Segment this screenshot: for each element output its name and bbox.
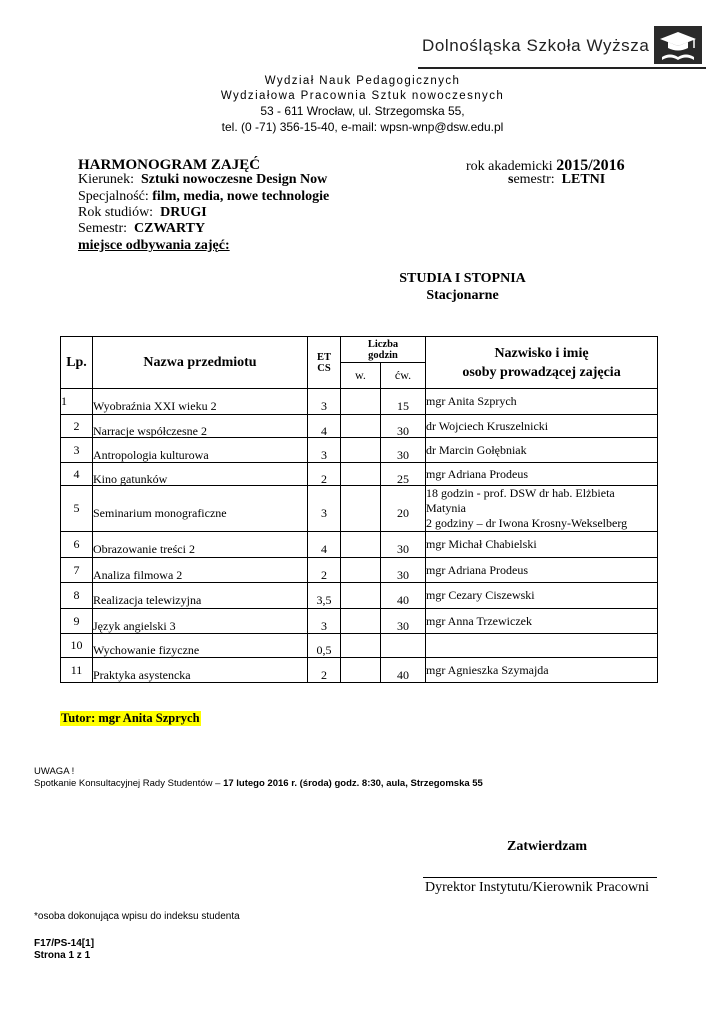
row-number-text: 3 bbox=[73, 442, 80, 457]
semester-type-label-rest: emestr: bbox=[513, 172, 555, 187]
row-number bbox=[61, 415, 93, 438]
exercise-hours bbox=[381, 415, 426, 438]
subject-name bbox=[93, 583, 308, 609]
row-number bbox=[61, 438, 93, 463]
teacher-name bbox=[426, 658, 658, 683]
subject-name bbox=[93, 389, 308, 415]
lecture-hours bbox=[341, 389, 381, 415]
table-row bbox=[61, 583, 658, 609]
row-number bbox=[61, 486, 93, 532]
subject-name-text: Narracje współczesne 2 bbox=[93, 423, 207, 438]
teacher-line: 18 godzin - prof. DSW dr hab. Elżbieta bbox=[426, 486, 615, 500]
subject-name-text: Wychowanie fizyczne bbox=[93, 643, 200, 657]
notice-text bbox=[34, 778, 483, 789]
lecture-hours bbox=[341, 486, 381, 532]
row-number-text: 2 bbox=[73, 418, 80, 433]
lecture-hours bbox=[341, 583, 381, 609]
teacher-name bbox=[426, 463, 658, 486]
subject-name bbox=[93, 658, 308, 683]
page-number: Strona 1 z 1 bbox=[34, 950, 91, 961]
subject-name bbox=[93, 415, 308, 438]
teacher-line: Matynia bbox=[426, 501, 466, 515]
subject-name bbox=[93, 558, 308, 583]
department-name: Wydziałowa Pracownia Sztuk nowoczesnych bbox=[220, 90, 505, 102]
exercise-hours-text: 25 bbox=[397, 471, 409, 486]
header-ects-line1: ET bbox=[316, 351, 331, 363]
exercise-hours bbox=[381, 463, 426, 486]
lecture-hours bbox=[341, 438, 381, 463]
exercise-hours-text: 30 bbox=[397, 447, 409, 462]
lecture-hours bbox=[341, 463, 381, 486]
ects-points bbox=[308, 463, 341, 486]
notice-label: UWAGA ! bbox=[34, 766, 75, 777]
logo-underline bbox=[418, 67, 706, 69]
subject-name bbox=[93, 463, 308, 486]
graduation-cap-logo-icon bbox=[654, 26, 702, 64]
exercise-hours bbox=[381, 583, 426, 609]
exercise-hours bbox=[381, 658, 426, 683]
institution-logo-text: Dolnośląska Szkoła Wyższa bbox=[422, 36, 650, 55]
ects-points-text: 3 bbox=[321, 447, 327, 462]
table-row bbox=[61, 486, 658, 532]
subject-name bbox=[93, 634, 308, 658]
subject-name-text: Antropologia kulturowa bbox=[93, 447, 209, 462]
teacher-line: mgr Adriana Prodeus bbox=[426, 466, 528, 481]
year-of-study-label: Rok studiów: bbox=[78, 205, 154, 220]
teacher-name bbox=[426, 634, 658, 658]
ects-points-text: 2 bbox=[321, 471, 327, 486]
teacher-line: mgr Cezary Ciszewski bbox=[426, 588, 535, 602]
exercise-hours bbox=[381, 532, 426, 558]
signature-line bbox=[423, 877, 657, 878]
header-teacher bbox=[426, 337, 658, 389]
semester-type-label-initial: s bbox=[508, 172, 514, 187]
class-location-label: miejsce odbywania zajęć: bbox=[78, 238, 230, 253]
teacher-line: mgr Agnieszka Szymajda bbox=[426, 662, 549, 677]
exercise-hours-text: 40 bbox=[397, 593, 409, 607]
ects-points-text: 4 bbox=[321, 542, 327, 556]
subject-name-text: Język angielski 3 bbox=[93, 618, 176, 633]
ects-points bbox=[308, 609, 341, 634]
exercise-hours-text: 30 bbox=[397, 423, 409, 438]
contact-line: tel. (0 -71) 356-15-40, e-mail: wpsn-wnp@dsw.edu.pl bbox=[221, 120, 504, 134]
notice-text-intro: Spotkanie Konsultacyjnej Rady Studentów – bbox=[34, 778, 224, 789]
schedule-table bbox=[60, 336, 658, 683]
academic-year-value: 2015/2016 bbox=[556, 157, 625, 174]
row-number-text: 5 bbox=[73, 501, 80, 515]
signer-title: Dyrektor Instytutu/Kierownik Pracowni bbox=[425, 880, 649, 895]
field-of-study bbox=[78, 172, 327, 188]
lecture-hours bbox=[341, 609, 381, 634]
table-row bbox=[61, 558, 658, 583]
teacher-line: mgr Adriana Prodeus bbox=[426, 562, 528, 577]
row-number bbox=[61, 658, 93, 683]
year-of-study-value: DRUGI bbox=[160, 205, 207, 220]
approval-label: Zatwierdzam bbox=[507, 839, 588, 854]
academic-year-label: rok akademicki bbox=[466, 159, 553, 174]
ects-points bbox=[308, 389, 341, 415]
subject-name bbox=[93, 609, 308, 634]
header-subject-name: Nazwa przedmiotu bbox=[93, 337, 308, 389]
table-row bbox=[61, 463, 658, 486]
semester bbox=[78, 221, 205, 237]
document-title: HARMONOGRAM ZAJĘĆ bbox=[78, 157, 261, 173]
teacher-name bbox=[426, 389, 658, 415]
faculty-name: Wydział Nauk Pedagogicznych bbox=[264, 75, 461, 87]
row-number bbox=[61, 463, 93, 486]
row-number bbox=[61, 634, 93, 658]
row-number-text: 8 bbox=[73, 588, 80, 602]
ects-points-text: 0,5 bbox=[316, 643, 332, 657]
header-ects-line2: CS bbox=[317, 362, 331, 374]
row-number bbox=[61, 558, 93, 583]
ects-points bbox=[308, 634, 341, 658]
teacher-name bbox=[426, 609, 658, 634]
ects-points bbox=[308, 532, 341, 558]
header-ects bbox=[308, 337, 341, 389]
lecture-hours bbox=[341, 658, 381, 683]
subject-name-text: Kino gatunków bbox=[93, 471, 168, 486]
teacher-line: mgr Anna Trzewiczek bbox=[426, 613, 532, 628]
ects-points-text: 3,5 bbox=[316, 593, 332, 607]
teacher-name bbox=[426, 558, 658, 583]
subject-name-text: Wyobraźnia XXI wieku 2 bbox=[93, 399, 217, 413]
ects-points bbox=[308, 658, 341, 683]
exercise-hours bbox=[381, 389, 426, 415]
header-hours bbox=[341, 337, 426, 363]
row-number bbox=[61, 609, 93, 634]
ects-points-text: 2 bbox=[321, 667, 327, 682]
exercise-hours-text: 30 bbox=[397, 618, 409, 633]
subject-name bbox=[93, 486, 308, 532]
table-row bbox=[61, 415, 658, 438]
subject-name bbox=[93, 532, 308, 558]
table-row bbox=[61, 634, 658, 658]
lecture-hours bbox=[341, 532, 381, 558]
specialization bbox=[78, 189, 329, 205]
ects-points bbox=[308, 583, 341, 609]
exercise-hours bbox=[381, 609, 426, 634]
specialization-label: Specjalność: bbox=[78, 189, 149, 204]
header-hours-line2: godzin bbox=[368, 349, 398, 361]
header-teacher-line2: osoby prowadzącej zajęcia bbox=[462, 364, 621, 380]
teacher-name bbox=[426, 583, 658, 609]
ects-points-text: 2 bbox=[321, 567, 327, 582]
exercise-hours-text: 40 bbox=[397, 667, 409, 682]
table-row bbox=[61, 609, 658, 634]
row-number bbox=[61, 532, 93, 558]
subject-name-text: Seminarium monograficzne bbox=[93, 506, 227, 520]
row-number-text: 7 bbox=[73, 562, 80, 577]
ects-points bbox=[308, 486, 341, 532]
ects-points-text: 4 bbox=[321, 423, 327, 438]
address-line: 53 - 611 Wrocław, ul. Strzegomska 55, bbox=[260, 104, 465, 118]
row-number-text: 9 bbox=[73, 613, 80, 628]
semester-type-value: LETNI bbox=[561, 172, 606, 187]
exercise-hours bbox=[381, 438, 426, 463]
field-of-study-label: Kierunek: bbox=[78, 172, 134, 187]
table-row bbox=[61, 389, 658, 415]
notice-text-date: 17 lutego 2016 r. (środa) godz. 8:30, aula, Strzegomska 55 bbox=[223, 778, 483, 789]
teacher-name bbox=[426, 486, 658, 532]
ects-points bbox=[308, 558, 341, 583]
field-of-study-value: Sztuki nowoczesne Design Now bbox=[140, 172, 328, 187]
exercise-hours-text: 20 bbox=[397, 506, 409, 520]
exercise-hours bbox=[381, 558, 426, 583]
ects-points-text: 3 bbox=[321, 506, 327, 520]
exercise-hours bbox=[381, 634, 426, 658]
teacher-line: mgr Anita Szprych bbox=[426, 394, 517, 408]
semester-value: CZWARTY bbox=[134, 221, 206, 236]
lecture-hours bbox=[341, 415, 381, 438]
ects-points-text: 3 bbox=[321, 618, 327, 633]
subject-name-text: Analiza filmowa 2 bbox=[93, 567, 183, 582]
semester-label: Semestr: bbox=[78, 221, 127, 236]
row-number-text: 4 bbox=[73, 466, 80, 481]
exercise-hours bbox=[381, 486, 426, 532]
header-lecture-hours: w. bbox=[341, 363, 381, 389]
row-number-text: 1 bbox=[61, 394, 67, 408]
row-number bbox=[61, 583, 93, 609]
teacher-line: dr Wojciech Kruszelnicki bbox=[426, 418, 549, 433]
header-hours-line1: Liczba bbox=[367, 338, 399, 350]
teacher-name bbox=[426, 415, 658, 438]
teacher-line: dr Marcin Gołębniak bbox=[426, 442, 527, 457]
tutor-highlight: Tutor: mgr Anita Szprych bbox=[61, 711, 200, 725]
ects-points-text: 3 bbox=[321, 399, 327, 413]
row-number-text: 10 bbox=[70, 638, 83, 652]
specialization-value: film, media, nowe technologie bbox=[152, 189, 330, 204]
subject-name-text: Praktyka asystencka bbox=[93, 667, 191, 682]
teacher-name bbox=[426, 532, 658, 558]
study-level: STUDIA I STOPNIA bbox=[399, 271, 526, 286]
table-row bbox=[61, 532, 658, 558]
table-row bbox=[61, 658, 658, 683]
study-mode: Stacjonarne bbox=[426, 288, 499, 303]
lecture-hours bbox=[341, 558, 381, 583]
lecture-hours bbox=[341, 634, 381, 658]
exercise-hours-text: 30 bbox=[397, 542, 409, 556]
exercise-hours-text: 15 bbox=[397, 399, 409, 413]
ects-points bbox=[308, 438, 341, 463]
subject-name bbox=[93, 438, 308, 463]
table-row bbox=[61, 438, 658, 463]
exercise-hours-text: 30 bbox=[397, 567, 409, 582]
teacher-name bbox=[426, 438, 658, 463]
row-number-text: 6 bbox=[73, 537, 80, 551]
ects-points bbox=[308, 415, 341, 438]
year-of-study bbox=[78, 205, 207, 221]
form-code: F17/PS-14[1] bbox=[34, 938, 95, 949]
row-number-text: 11 bbox=[70, 662, 83, 677]
subject-name-text: Realizacja telewizyjna bbox=[93, 593, 202, 607]
header-exercise-hours: ćw. bbox=[381, 363, 426, 389]
teacher-line: 2 godziny – dr Iwona Krosny-Wekselberg bbox=[426, 516, 628, 530]
subject-name-text: Obrazowanie treści 2 bbox=[93, 542, 195, 556]
header-teacher-line1: Nazwisko i imię bbox=[494, 345, 589, 361]
teacher-line: mgr Michał Chabielski bbox=[426, 537, 537, 551]
footnote: *osoba dokonująca wpisu do indeksu studenta bbox=[34, 911, 240, 922]
header-lp: Lp. bbox=[61, 337, 93, 389]
semester-type bbox=[508, 172, 605, 188]
row-number bbox=[61, 389, 93, 415]
